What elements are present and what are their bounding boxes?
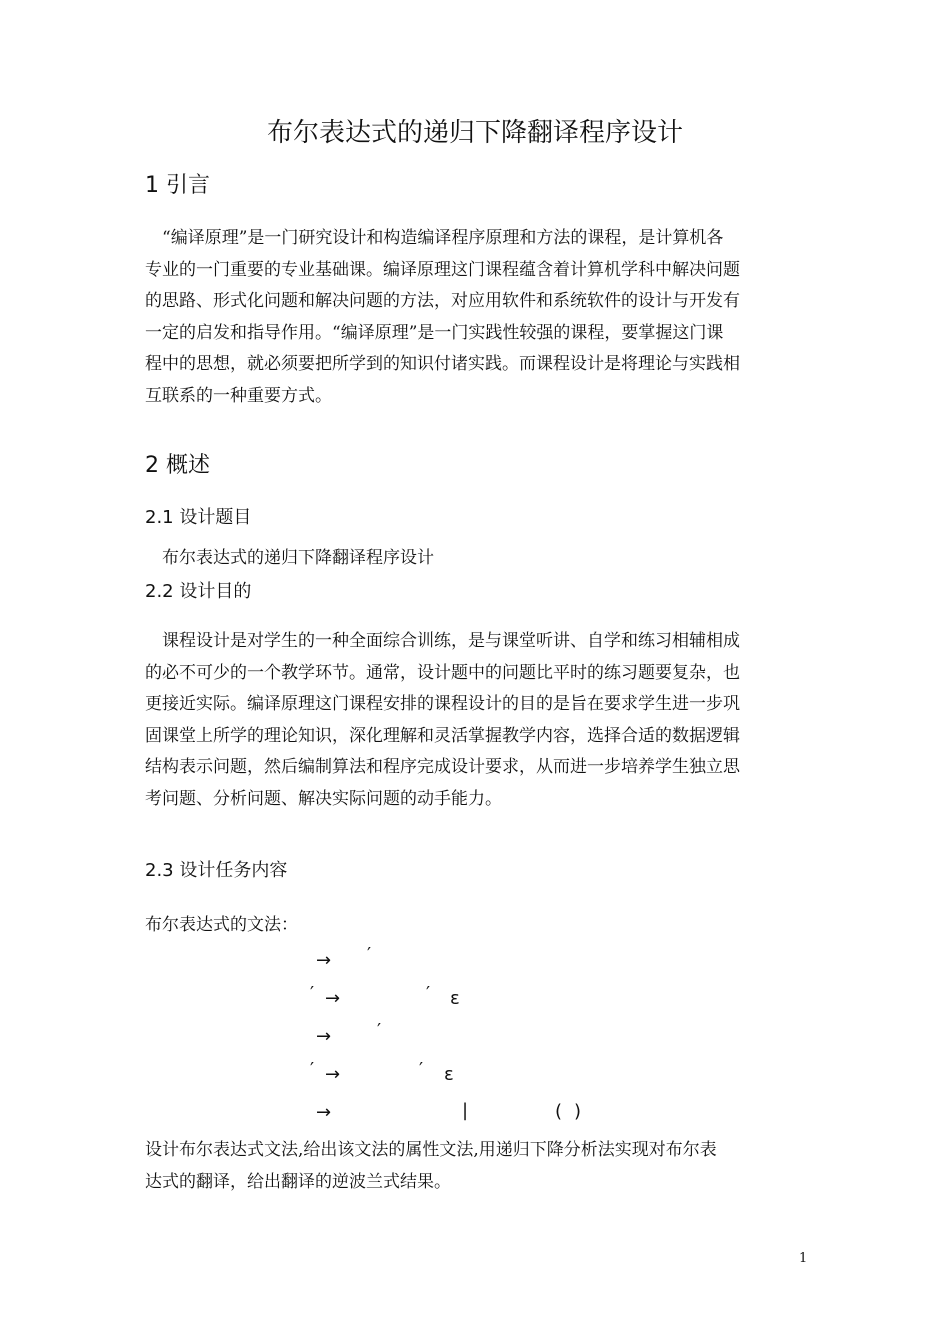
paragraph-line: 设计布尔表达式文法,给出该文法的属性文法,用递归下降分析法实现对布尔表 xyxy=(145,1140,717,1160)
arrow-symbol: → xyxy=(325,1064,341,1085)
paragraph-line: 的必不可少的一个教学环节。通常，设计题中的问题比平时的练习题要复杂，也 xyxy=(145,662,740,683)
section-1-paragraph xyxy=(145,223,815,413)
arrow-symbol: → xyxy=(316,950,332,971)
design-topic-text: 布尔表达式的递归下降翻译程序设计 xyxy=(162,548,434,568)
section-2-heading: 2 概述 xyxy=(145,453,210,478)
right-paren-symbol: ) xyxy=(574,1101,582,1122)
arrow-symbol: → xyxy=(316,1102,332,1123)
paragraph-line: 考问题、分析问题、解决实际问题的动手能力。 xyxy=(145,788,502,809)
paragraph-line: “编译原理”是一门研究设计和构造编译程序原理和方法的课程，是计算机各 xyxy=(162,228,724,248)
section-2-1-heading: 2.1 设计题目 xyxy=(145,507,252,528)
paragraph-line: 更接近实际。编译原理这门课程安排的课程设计的目的是旨在要求学生进一步巩 xyxy=(145,694,740,715)
section-1-heading: 1 引言 xyxy=(145,173,210,198)
left-paren-symbol: ( xyxy=(555,1101,563,1122)
paragraph-line: 固课堂上所学的理论知识，深化理解和灵活掌握教学内容，选择合适的数据逻辑 xyxy=(145,725,740,746)
paragraph-line: 一定的启发和指导作用。“编译原理”是一门实践性较强的课程，要掌握这门课 xyxy=(145,322,724,343)
prime-symbol: ′ xyxy=(367,944,372,965)
prime-symbol: ′ xyxy=(310,1059,315,1080)
section-2-3-heading: 2.3 设计任务内容 xyxy=(145,860,288,881)
section-2-2-paragraph xyxy=(145,626,815,816)
grammar-intro: 布尔表达式的文法： xyxy=(145,915,298,935)
arrow-symbol: → xyxy=(316,1026,332,1047)
document-title: 布尔表达式的递归下降翻译程序设计 xyxy=(266,118,683,148)
prime-symbol: ′ xyxy=(419,1059,424,1080)
page-number: 1 xyxy=(799,1251,808,1266)
prime-symbol: ′ xyxy=(310,983,315,1004)
paragraph-line: 程中的思想，就必须要把所学到的知识付诸实践。而课程设计是将理论与实践相 xyxy=(145,354,740,375)
arrow-symbol: → xyxy=(325,988,341,1009)
paragraph-line: 的思路、形式化问题和解决问题的方法，对应用软件和系统软件的设计与开发有 xyxy=(145,291,740,312)
prime-symbol: ′ xyxy=(377,1020,382,1041)
paragraph-line: 结构表示问题，然后编制算法和程序完成设计要求，从而进一步培养学生独立思 xyxy=(145,757,740,778)
epsilon-symbol: ε xyxy=(444,1064,454,1085)
bar-symbol: | xyxy=(462,1100,469,1121)
prime-symbol: ′ xyxy=(426,983,431,1004)
section-2-2-heading: 2.2 设计目的 xyxy=(145,581,252,602)
task-paragraph xyxy=(145,1135,815,1198)
epsilon-symbol: ε xyxy=(450,988,460,1009)
paragraph-line: 专业的一门重要的专业基础课。编译原理这门课程蕴含着计算机学科中解决问题 xyxy=(145,259,740,280)
paragraph-line: 互联系的一种重要方式。 xyxy=(145,385,332,406)
paragraph-line: 达式的翻译，给出翻译的逆波兰式结果。 xyxy=(145,1171,451,1192)
paragraph-line: 课程设计是对学生的一种全面综合训练，是与课堂听讲、自学和练习相辅相成 xyxy=(162,631,740,651)
